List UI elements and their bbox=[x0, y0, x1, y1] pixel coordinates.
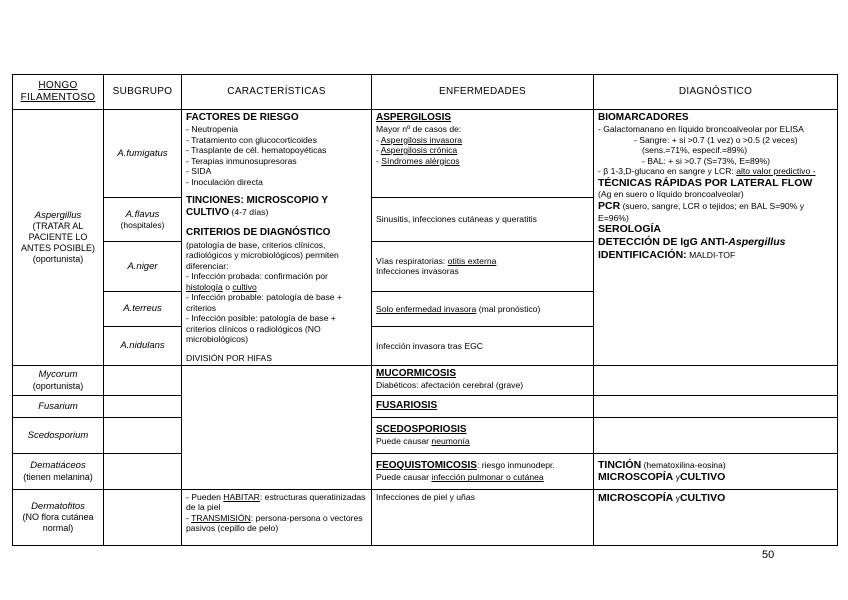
header-row bbox=[13, 75, 838, 110]
subgroup-dermatofitos bbox=[104, 489, 182, 545]
subgroup-mycorum bbox=[104, 365, 182, 395]
subgroup-dematiaceos bbox=[104, 453, 182, 489]
row-dermatofitos bbox=[13, 489, 838, 545]
hongo-dematiaceos: Dematiáceos (tienen melanina) bbox=[13, 453, 104, 489]
hongo-dermatofitos: Dermatofitos (NO flora cutánea normal) bbox=[13, 489, 104, 545]
enf-fusarium: FUSARIOSIS bbox=[372, 395, 594, 417]
enf-fumigatus: ASPERGILOSIS Mayor nº de casos de: - Aspergilosis invasora - Aspergilosis crónica - Síndromes alérgicos bbox=[372, 110, 594, 198]
header-enfermedades: ENFERMEDADES bbox=[372, 75, 594, 110]
row-dematiaceos bbox=[13, 453, 838, 489]
row-scedosporium bbox=[13, 417, 838, 453]
diag-dermatofitos: MICROSCOPÍA yCULTIVO bbox=[594, 489, 838, 545]
caracteristicas-aspergillus: FACTORES DE RIESGO - Neutropenia - Tratamiento con glucocorticoides - Trasplante de cél. hematopoyéticas - Terapias inmunosupresoras - SIDA - Inoculación directa TINCIONES: MICROSCOPIO Y CULTIVO (4-7 días) CRITERIOS DE DIAGNÓSTICO (patología de base, criterios clínicos, radiológicos y microbiológicos) permiten diferenciar: - Infección probada: confirmación por histología o cultivo - Infección probable: patología de base + criterios - Infección posible: patología de base + criterios clínicos o radiológicos (NO microbiológicos) DIVISIÓN POR HIFAS bbox=[182, 110, 372, 366]
enf-flavus: Sinusitis, infecciones cutáneas y queratitis bbox=[372, 198, 594, 242]
subgroup-fumigatus: A.fumigatus bbox=[104, 110, 182, 198]
hongo-scedosporium: Scedosporium bbox=[13, 417, 104, 453]
diag-dematiaceos: TINCIÓN (hematoxilina-eosina) MICROSCOPÍA yCULTIVO bbox=[594, 453, 838, 489]
hongo-fusarium: Fusarium bbox=[13, 395, 104, 417]
subgroup-terreus: A.terreus bbox=[104, 291, 182, 327]
enf-niger: Vías respiratorias: otitis externa Infecciones invasoras bbox=[372, 242, 594, 292]
diagnostico-aspergillus: BIOMARCADORES - Galactomanano en líquido broncoalveolar por ELISA - Sangre: + si >0.7 (1 vez) o >0.5 (2 veces) (sens.=71%, especif.=89%) - BAL: + si >0.7 (S=73%, E=89%) - β 1-3,D-glucano en sangre y LCR: alto valor predictivo - TÉCNICAS RÁPIDAS POR LATERAL FLOW (Ag en suero o líquido broncoalveolar) PCR (suero, sangre, LCR o tejidos; en BAL S=90% y E=96%) SEROLOGÍA DETECCIÓN DE IgG ANTI-Aspergillus IDENTIFICACIÓN: MALDI-TOF bbox=[594, 110, 838, 366]
header-hongo: HONGO FILAMENTOSO bbox=[13, 75, 104, 110]
subgroup-scedosporium bbox=[104, 417, 182, 453]
enf-scedosporium: SCEDOSPORIOSIS Puede causar neumonía bbox=[372, 417, 594, 453]
fungi-table bbox=[12, 74, 838, 546]
subgroup-fusarium bbox=[104, 395, 182, 417]
caracteristicas-mycorum-dematiaceos bbox=[182, 365, 372, 489]
subgroup-nidulans: A.nidulans bbox=[104, 327, 182, 366]
enf-terreus: Solo enfermedad invasora (mal pronóstico) bbox=[372, 291, 594, 327]
hongo-mycorum: Mycorum (oportunista) bbox=[13, 365, 104, 395]
diag-fusarium bbox=[594, 395, 838, 417]
header-subgrupo: SUBGRUPO bbox=[104, 75, 182, 110]
diag-scedosporium bbox=[594, 417, 838, 453]
caracteristicas-dermatofitos: - Pueden HABITAR: estructuras queratinizadas de la piel - TRANSMISIÓN: persona-persona o vectores pasivos (cepillo de pelo) bbox=[182, 489, 372, 545]
subgroup-niger: A.niger bbox=[104, 242, 182, 292]
subgroup-flavus: A.flavus (hospitales) bbox=[104, 198, 182, 242]
row-aspergillus-fumigatus bbox=[13, 110, 838, 198]
header-diagnostico: DIAGNÓSTICO bbox=[594, 75, 838, 110]
enf-dermatofitos: Infecciones de piel y uñas bbox=[372, 489, 594, 545]
enf-nidulans: Infección invasora tras EGC bbox=[372, 327, 594, 366]
hongo-aspergillus: Aspergillus (TRATAR AL PACIENTE LO ANTES POSIBLE) (oportunista) bbox=[13, 110, 104, 366]
diag-mycorum bbox=[594, 365, 838, 395]
row-fusarium bbox=[13, 395, 838, 417]
row-mycorum bbox=[13, 365, 838, 395]
header-caracteristicas: CARACTERÍSTICAS bbox=[182, 75, 372, 110]
page-number: 50 bbox=[762, 549, 775, 561]
enf-mycorum: MUCORMICOSIS Diabéticos: afectación cerebral (grave) bbox=[372, 365, 594, 395]
enf-dematiaceos: FEOQUISTOMICOSIS: riesgo inmunodepr. Puede causar infección pulmonar o cutánea bbox=[372, 453, 594, 489]
